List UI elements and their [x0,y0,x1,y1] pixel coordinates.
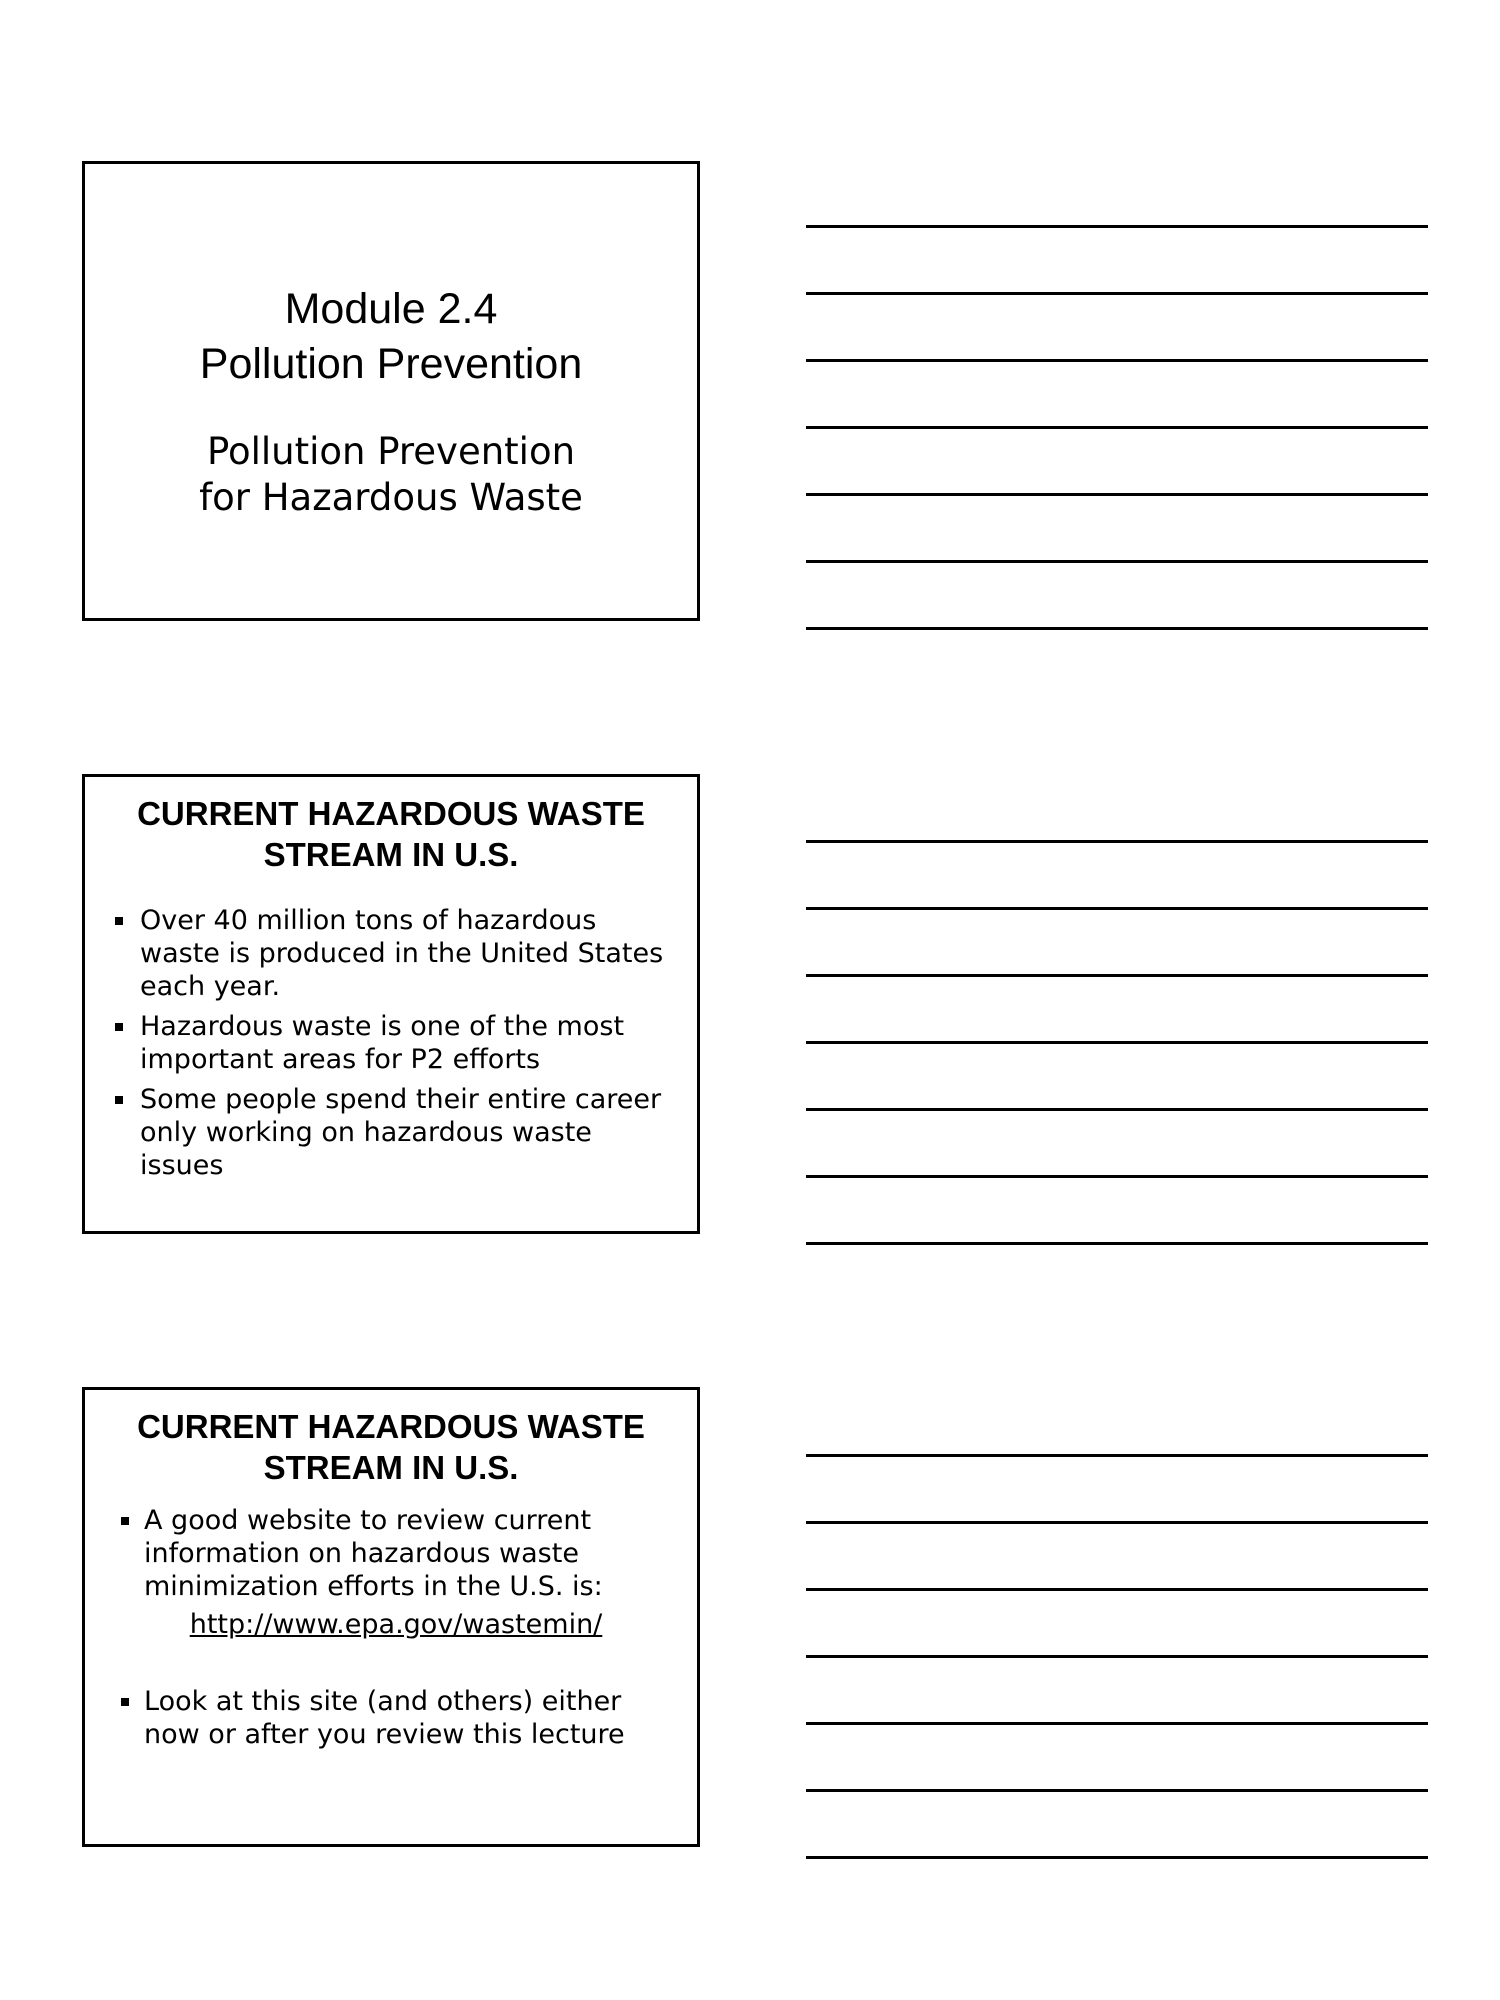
note-line [806,1722,1428,1725]
bullet-item [85,904,697,1003]
bullet-text: Some people spend their entire career only working on hazardous waste issues [140,1084,662,1181]
bullet-item [85,1504,697,1603]
slide-heading [85,1406,697,1488]
slide-heading-line-2: STREAM IN U.S. [263,1449,519,1486]
module-title-line-1: Module 2.4 [284,285,498,333]
slide-heading-line-1: CURRENT HAZARDOUS WASTE [137,1408,645,1445]
note-line [806,1108,1428,1111]
bullet-text: Look at this site (and others) either now or after you review this lecture [144,1686,625,1750]
note-line [806,426,1428,429]
note-line [806,1856,1428,1859]
bullet-text: Hazardous waste is one of the most important areas for P2 efforts [140,1011,625,1075]
bullet-item [85,1010,697,1076]
square-bullet-icon [115,1096,123,1104]
square-bullet-icon [115,1023,123,1031]
note-line [806,225,1428,228]
note-line [806,1041,1428,1044]
bullet-item [85,1685,697,1751]
module-title-line-2: Pollution Prevention [199,340,583,388]
note-line [806,359,1428,362]
note-line [806,840,1428,843]
note-line [806,1588,1428,1591]
slide-heading-line-2: STREAM IN U.S. [263,836,519,873]
bullet-list [85,904,697,1189]
slide-heading [85,793,697,875]
note-line [806,907,1428,910]
note-line [806,1521,1428,1524]
note-line [806,1175,1428,1178]
square-bullet-icon [121,1517,129,1525]
slide-1 [82,161,700,621]
square-bullet-icon [115,917,123,925]
note-line [806,1242,1428,1245]
bullet-item [85,1083,697,1182]
slide-heading-line-1: CURRENT HAZARDOUS WASTE [137,795,645,832]
note-line [806,493,1428,496]
bullet-text: Over 40 million tons of hazardous waste is produced in the United States each year. [140,905,664,1002]
module-subtitle-line-1: Pollution Prevention [206,430,576,473]
bullet-text: A good website to review current information on hazardous waste minimization efforts in the U.S. is: [144,1505,603,1602]
note-line [806,627,1428,630]
bullet-list [85,1685,697,1758]
note-line [806,974,1428,977]
bullet-list [85,1504,697,1610]
module-subtitle [85,429,697,521]
square-bullet-icon [121,1698,129,1706]
module-subtitle-line-2: for Hazardous Waste [199,476,583,519]
note-line [806,1454,1428,1457]
note-line [806,1789,1428,1792]
module-title [85,282,697,392]
epa-wastemin-link[interactable]: http://www.epa.gov/wastemin/ [189,1609,603,1640]
slide-2 [82,774,700,1234]
note-line [806,1655,1428,1658]
slide-3 [82,1387,700,1847]
note-line [806,292,1428,295]
note-line [806,560,1428,563]
